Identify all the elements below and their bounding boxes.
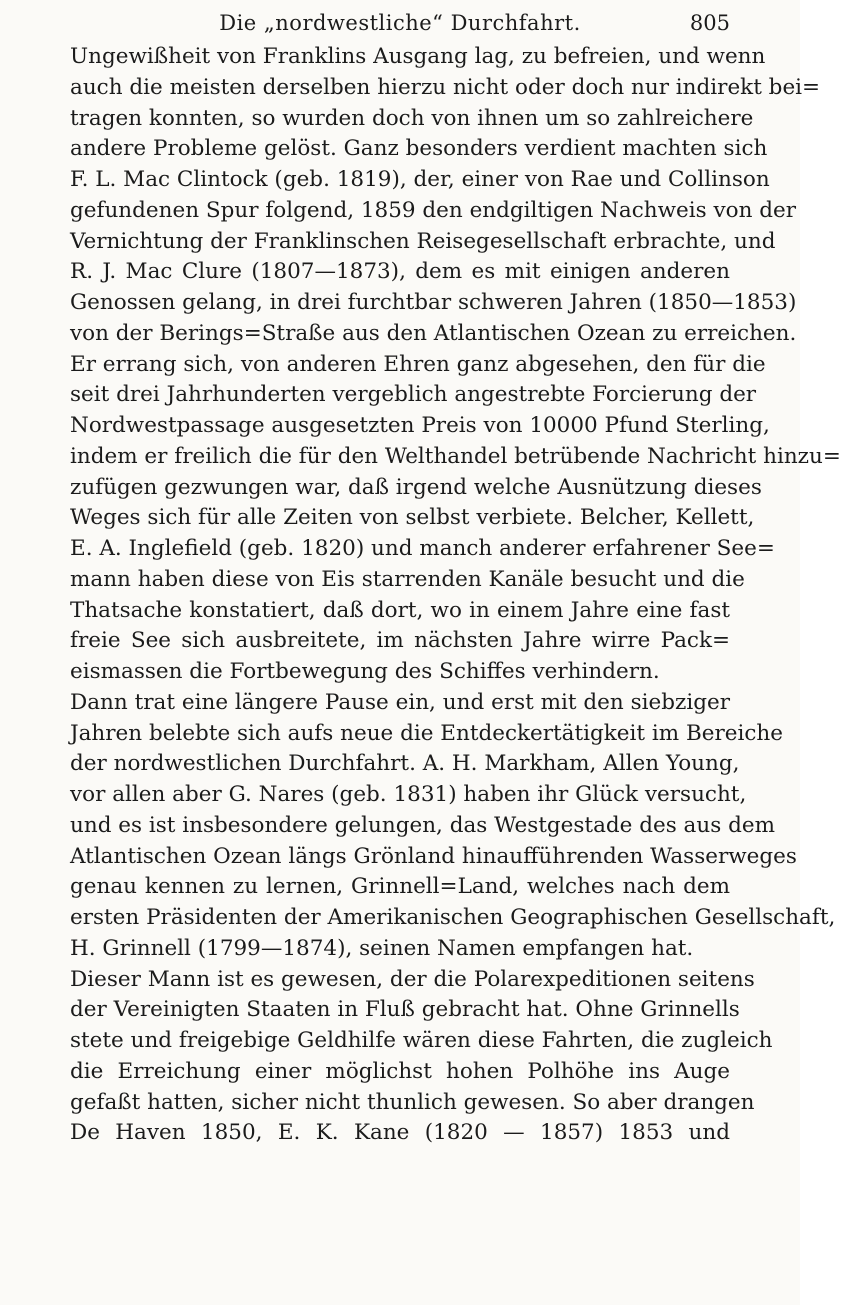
text-line: De Haven 1850, E. K. Kane (1820 — 1857) 1853 und <box>70 1120 730 1146</box>
text-line: der Vereinigten Staaten in Fluß gebracht hat. Ohne Grinnells <box>70 997 740 1023</box>
text-line: mann haben diese von Eis starrenden Kanäle besucht und die <box>70 566 745 592</box>
text-line: Dann trat eine längere Pause ein, und erst mit den siebziger <box>70 689 730 715</box>
text-line: stete und freigebige Geldhilfe wären diese Fahrten, die zugleich <box>70 1028 773 1053</box>
text-line: andere Probleme gelöst. Ganz besonders verdient machten sich <box>70 136 768 162</box>
text-line: seit drei Jahrhunderten vergeblich angestrebte Forcierung der <box>70 382 757 408</box>
text-line: vor allen aber G. Nares (geb. 1831) haben ihr Glück versucht, <box>70 782 747 807</box>
text-line: Jahren belebte sich aufs neue die Entdeckertätigkeit im Bereiche <box>70 720 783 746</box>
text-line: Genossen gelang, in drei furchtbar schweren Jahren (1850—1853) <box>70 290 797 315</box>
text-line: Er errang sich, von anderen Ehren ganz abgesehen, den für die <box>70 351 766 377</box>
text-line: Thatsache konstatiert, daß dort, wo in einem Jahre eine fast <box>70 597 730 623</box>
body-text <box>70 42 841 1149</box>
text-line: auch die meisten derselben hierzu nicht oder doch nur indirekt bei= <box>70 74 821 100</box>
text-line: Nordwestpassage ausgesetzten Preis von 10000 Pfund Sterling, <box>70 413 770 438</box>
text-line: Ungewißheit von Franklins Ausgang lag, zu befreien, und wenn <box>70 44 766 69</box>
text-line: R. J. Mac Clure (1807—1873), dem es mit einigen anderen <box>70 259 730 285</box>
text-line: eismassen die Fortbewegung des Schiffes verhindern. <box>70 659 660 684</box>
text-line: F. L. Mac Clintock (geb. 1819), der, einer von Rae und Collinson <box>70 167 770 192</box>
text-line: Dieser Mann ist es gewesen, der die Polarexpeditionen seitens <box>70 966 755 992</box>
text-line: ersten Präsidenten der Amerikanischen Geographischen Gesellschaft, <box>70 905 836 930</box>
text-line: genau kennen zu lernen, Grinnell=Land, welches nach dem <box>70 874 730 900</box>
text-line: zufügen gezwungen war, daß irgend welche Ausnützung dieses <box>70 474 762 500</box>
text-line: der nordwestlichen Durchfahrt. A. H. Markham, Allen Young, <box>70 751 740 777</box>
text-line: Atlantischen Ozean längs Grönland hinaufführenden Wasserweges <box>70 843 797 869</box>
text-line: tragen konnten, so wurden doch von ihnen um so zahlreichere <box>70 105 754 131</box>
text-line: H. Grinnell (1799—1874), seinen Namen empfangen hat. <box>70 935 694 961</box>
text-line: indem er freilich die für den Welthandel betrübende Nachricht hinzu= <box>70 443 841 469</box>
text-line: die Erreichung einer möglichst hohen Polhöhe ins Auge <box>70 1058 730 1084</box>
page-number: 805 <box>689 11 730 35</box>
text-line: und es ist insbesondere gelungen, das Westgestade des aus dem <box>70 812 775 838</box>
text-line: Vernichtung der Franklinschen Reisegesellschaft erbrachte, und <box>70 228 776 254</box>
text-line: freie See sich ausbreitete, im nächsten Jahre wirre Pack= <box>70 628 730 654</box>
running-head <box>70 8 730 38</box>
text-line: Weges sich für alle Zeiten von selbst verbiete. Belcher, Kellett, <box>70 505 755 531</box>
text-line: E. A. Inglefield (geb. 1820) und manch anderer erfahrener See= <box>70 536 775 561</box>
text-line: gefaßt hatten, sicher nicht thunlich gewesen. So aber drangen <box>70 1089 755 1115</box>
running-title: Die „nordwestliche“ Durchfahrt. <box>219 11 581 35</box>
text-line: von der Berings=Straße aus den Atlantischen Ozean zu erreichen. <box>70 320 797 346</box>
text-line: gefundenen Spur folgend, 1859 den endgiltigen Nachweis von der <box>70 197 797 223</box>
